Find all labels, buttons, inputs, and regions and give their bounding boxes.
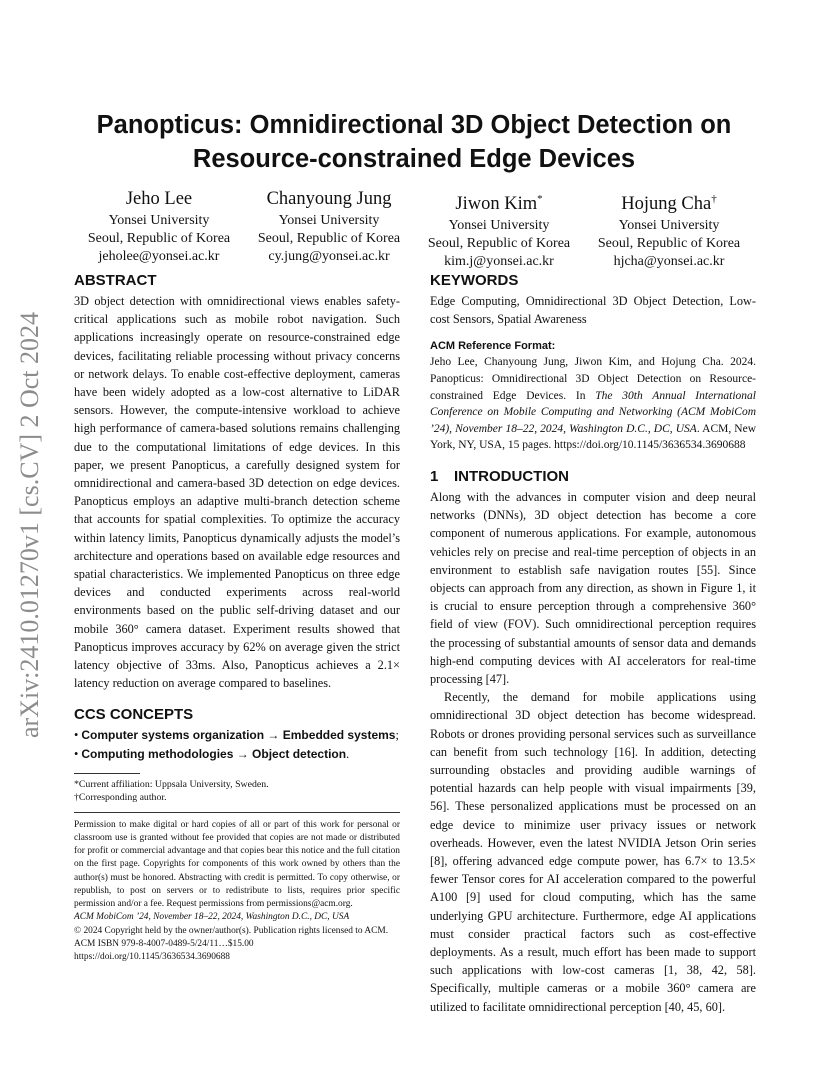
reference-format-heading: ACM Reference Format:: [430, 340, 556, 353]
paper-title: [74, 108, 754, 176]
arxiv-sidebar: [10, 290, 50, 760]
author-2: [244, 186, 414, 266]
author-email: cy.jung@yonsei.ac.kr: [268, 249, 390, 264]
author-affiliation: Yonsei University: [278, 213, 380, 228]
author-affiliation: Yonsei University: [618, 218, 720, 234]
ccs-bullet: •: [74, 728, 82, 743]
reference-format-text: [430, 354, 756, 454]
title-line-1: Panopticus: Omnidirectional 3D Object Detection on: [96, 111, 732, 139]
author-footnote-mark: †: [711, 193, 717, 205]
intro-paragraph-2: Recently, the demand for mobile applications using omnidirectional 3D object detection has become widespread. Robots or drones providing personal services such as surveillance can benefit from such technology [16]. In addition, detecting surrounding obstacles and providing audible warnings of potential hazards can help people with visual impairments [39, 56]. These personalized applications must be processed on an edge device to minimize user privacy issues or network overheads. However, even the latest NVIDIA Jetson Orin series [8], offering advanced edge compute power, has 6.7× to 13.5× fewer Tensor cores for AI acceleration compared to the powerful A100 [9] used for cloud computing, which has the same underlying GPU architecture. Furthermore, edge AI applications must consider practical factors such as cost-effective deployments. As a result, much effort has been made to support such applications with low-cost cameras [1, 38, 42, 58]. Specifically, multiple cameras or a mobile 360° camera are utilized to facilitate omnidirectional perception [40, 45, 60].: [430, 690, 756, 1014]
author-footnote-mark: *: [537, 193, 543, 205]
author-affiliation: Yonsei University: [108, 213, 210, 228]
author-email: hjcha@yonsei.ac.kr: [613, 254, 725, 270]
keywords-heading: KEYWORDS: [430, 272, 519, 289]
introduction-heading: [430, 466, 756, 488]
title-line-2: Resource-constrained Edge Devices: [192, 145, 636, 173]
left-column: [74, 270, 400, 964]
ccs-separator: ; •: [74, 728, 399, 761]
author-location: Seoul, Republic of Korea: [597, 236, 741, 252]
permission-rule: [74, 812, 400, 813]
author-name: Hojung Cha: [621, 194, 712, 215]
permission-isbn: ACM ISBN 979-8-4007-0489-5/24/11…$15.00: [74, 938, 254, 949]
footnote-corresponding: †Corresponding author.: [74, 791, 167, 803]
ccs-end: .: [346, 746, 350, 761]
author-email: jeholee@yonsei.ac.kr: [98, 249, 220, 264]
author-name: Jeho Lee: [125, 189, 193, 209]
permission-copyright: © 2024 Copyright held by the owner/author(s). Publication rights licensed to ACM.: [74, 925, 389, 936]
ccs-item-2: Computing methodologies → Object detection: [81, 746, 347, 761]
right-column: [430, 270, 756, 1016]
author-3: [414, 186, 584, 271]
author-block: [74, 186, 754, 270]
ccs-item-1: Computer systems organization → Embedded systems: [81, 728, 396, 743]
arxiv-identifier: arXiv:2410.01270v1 [cs.CV] 2 Oct 2024: [15, 311, 44, 739]
footnote-rule: [74, 773, 140, 774]
author-name: Jiwon Kim: [455, 194, 538, 215]
permission-venue: [74, 911, 400, 924]
permission-text: Permission to make digital or hard copies of all or part of this work for personal or classroom use is granted without fee provided that copies are not made or distributed for profit or commercial advantage and that copies bear this notice and the full citation on the first page. Copyrights for components of this work owned by others than the author(s) must be honored. Abstracting with credit is permitted. To copy otherwise, or republish, to post on servers or to redistribute to lists, requires prior specific permission and/or a fee. Request permissions from permissions@acm.org.: [74, 819, 400, 910]
author-1: [74, 186, 244, 266]
intro-paragraph-1: Along with the advances in computer vision and deep neural networks (DNNs), 3D object detection has become a core component of numerous applications. For example, autonomous vehicles rely on precise and real-time perception of objects in an environment to establish safe navigation routes [55]. Since objects can approach from any direction, as shown in Figure 1, it is crucial to ensure perception through a comprehensive 360° field of view (FOV). Such omnidirectional perception requires the processing of substantial amounts of sensor data and demands high-end computing devices with AI accelerators for real-time processing [47].: [430, 489, 756, 686]
author-email: kim.j@yonsei.ac.kr: [444, 254, 554, 270]
permission-doi: https://doi.org/10.1145/3636534.3690688: [74, 951, 230, 962]
reference-text-italic: The 30th Annual International Conference on Mobile Computing and Networking (ACM MobiCom ’24), November 18–22, 2024, Washington D.C., DC, USA: [430, 389, 756, 435]
author-4: [584, 186, 754, 271]
footnote-affiliation: *Current affiliation: Uppsala University, Sweden.: [74, 778, 269, 790]
author-affiliation: Yonsei University: [448, 218, 550, 234]
author-name: Chanyoung Jung: [266, 189, 392, 209]
section-number: 1: [430, 467, 439, 485]
section-title: INTRODUCTION: [454, 467, 569, 485]
ccs-concepts: [74, 726, 400, 762]
author-location: Seoul, Republic of Korea: [427, 236, 571, 252]
ccs-heading: CCS CONCEPTS: [74, 706, 194, 724]
keywords-text: Edge Computing, Omnidirectional 3D Object Detection, Low-cost Sensors, Spatial Awareness: [430, 294, 756, 327]
reference-text-b: . ACM, New York, NY, USA, 15 pages. https://doi.org/10.1145/3636534.3690688: [430, 422, 757, 452]
reference-text-a: Jeho Lee, Chanyoung Jung, Jiwon Kim, and Hojung Cha. 2024. Panopticus: Omnidirectional 3D Object Detection on Resource-constrained Edge Devices. In: [430, 356, 756, 402]
author-location: Seoul, Republic of Korea: [257, 231, 401, 246]
venue-text: ACM MobiCom ’24, November 18–22, 2024, Washington D.C., DC, USA: [74, 912, 350, 923]
abstract-text: 3D object detection with omnidirectional views enables safety-critical applications such as mobile robot navigation. Such applications increasingly operate on resource-constrained edge devices, facilitating reliable processing without privacy concerns or network delays. To enable cost-effective deployment, cameras have been widely adopted as a low-cost alternative to LiDAR sensors. However, the compute-intensive workload to achieve high performance of camera-based solutions remains challenging due to the computational limitations of edge devices. In this paper, we present Panopticus, a carefully designed system for omnidirectional and camera-based 3D detection on edge devices. Panopticus employs an adaptive multi-branch detection scheme that accounts for spatial complexities. To optimize the accuracy within latency limits, Panopticus dynamically adjusts the model’s architecture and operations based on available edge resources and spatial characteristics. We implemented Panopticus on three edge devices and conducted experiments across real-world environments based on the public self-driving dataset and our mobile 360° camera dataset. Experiment results showed that Panopticus improves accuracy by 62% on average given the strict latency objective of 33ms. Also, Panopticus achieves a 2.1× latency reduction on average compared to baselines.: [74, 294, 400, 691]
abstract-heading: ABSTRACT: [74, 272, 157, 289]
author-location: Seoul, Republic of Korea: [87, 231, 231, 246]
